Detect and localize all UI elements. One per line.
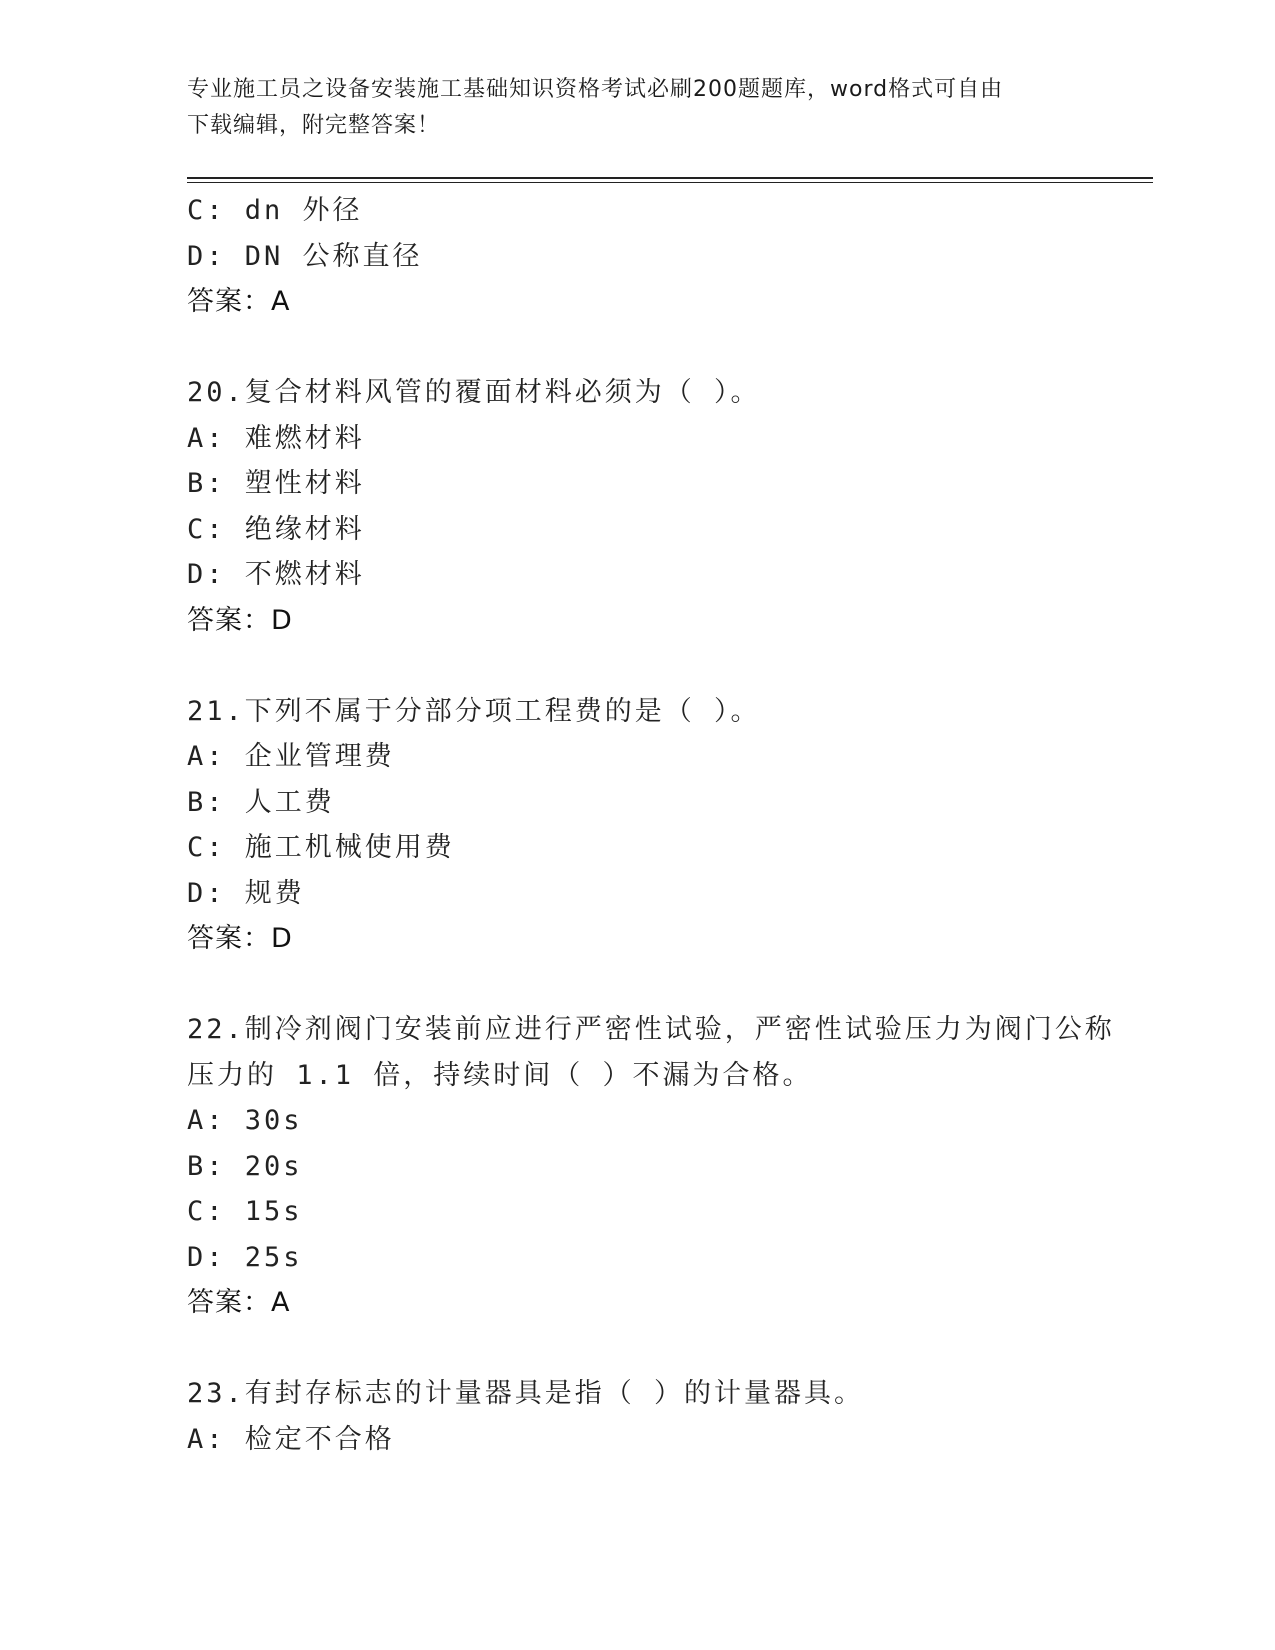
q22-option-b: B: 20s xyxy=(187,1150,303,1182)
spacer xyxy=(187,1326,1087,1372)
q21-question: 21.下列不属于分部分项工程费的是（ ）。 xyxy=(187,695,761,727)
q19-answer: 答案：A xyxy=(187,286,291,317)
q22-option-d: D: 25s xyxy=(187,1241,303,1273)
question-19-continued xyxy=(187,188,1087,325)
question-21 xyxy=(187,689,1087,962)
q21-option-b: B: 人工费 xyxy=(187,786,335,818)
header-divider-thin xyxy=(187,182,1153,183)
q22-option-a: A: 30s xyxy=(187,1105,303,1136)
q21-option-d: D: 规费 xyxy=(187,877,305,909)
q22-question-line-1: 22.制冷剂阀门安装前应进行严密性试验，严密性试验压力为阀门公称 xyxy=(187,1014,1115,1045)
q21-option-c: C: 施工机械使用费 xyxy=(187,832,455,863)
header-divider-thick xyxy=(187,177,1153,179)
q23-option-a: A: 检定不合格 xyxy=(187,1423,395,1455)
q20-question: 20.复合材料风管的覆面材料必须为（ ）。 xyxy=(187,377,761,408)
question-23 xyxy=(187,1371,1087,1462)
question-list xyxy=(187,188,1115,1462)
q20-answer: 答案：D xyxy=(187,604,293,636)
q19-option-c: C: dn 外径 xyxy=(187,195,363,226)
q20-option-c: C: 绝缘材料 xyxy=(187,513,365,545)
q21-option-a: A: 企业管理费 xyxy=(187,741,395,772)
q21-answer: 答案：D xyxy=(187,923,293,954)
spacer xyxy=(187,962,1087,1008)
q22-answer: 答案：A xyxy=(187,1287,291,1318)
header-title-line-2: 下载编辑，附完整答案！ xyxy=(187,113,441,138)
q19-option-d: D: DN 公称直径 xyxy=(187,240,423,272)
spacer xyxy=(187,325,1087,371)
q22-option-c: C: 15s xyxy=(187,1196,303,1227)
question-20 xyxy=(187,370,1087,643)
header-title-line-1: 专业施工员之设备安装施工基础知识资格考试必刷200题题库，word格式可自由 xyxy=(187,77,1004,102)
q20-option-a: A: 难燃材料 xyxy=(187,422,365,454)
q20-option-b: B: 塑性材料 xyxy=(187,468,365,499)
q22-question-line-2: 压力的 1.1 倍，持续时间（ ）不漏为合格。 xyxy=(187,1059,813,1091)
q20-option-d: D: 不燃材料 xyxy=(187,559,365,590)
spacer xyxy=(187,643,1087,689)
q23-question: 23.有封存标志的计量器具是指（ ）的计量器具。 xyxy=(187,1378,865,1409)
document-header xyxy=(187,72,1067,144)
question-22 xyxy=(187,1007,1115,1326)
